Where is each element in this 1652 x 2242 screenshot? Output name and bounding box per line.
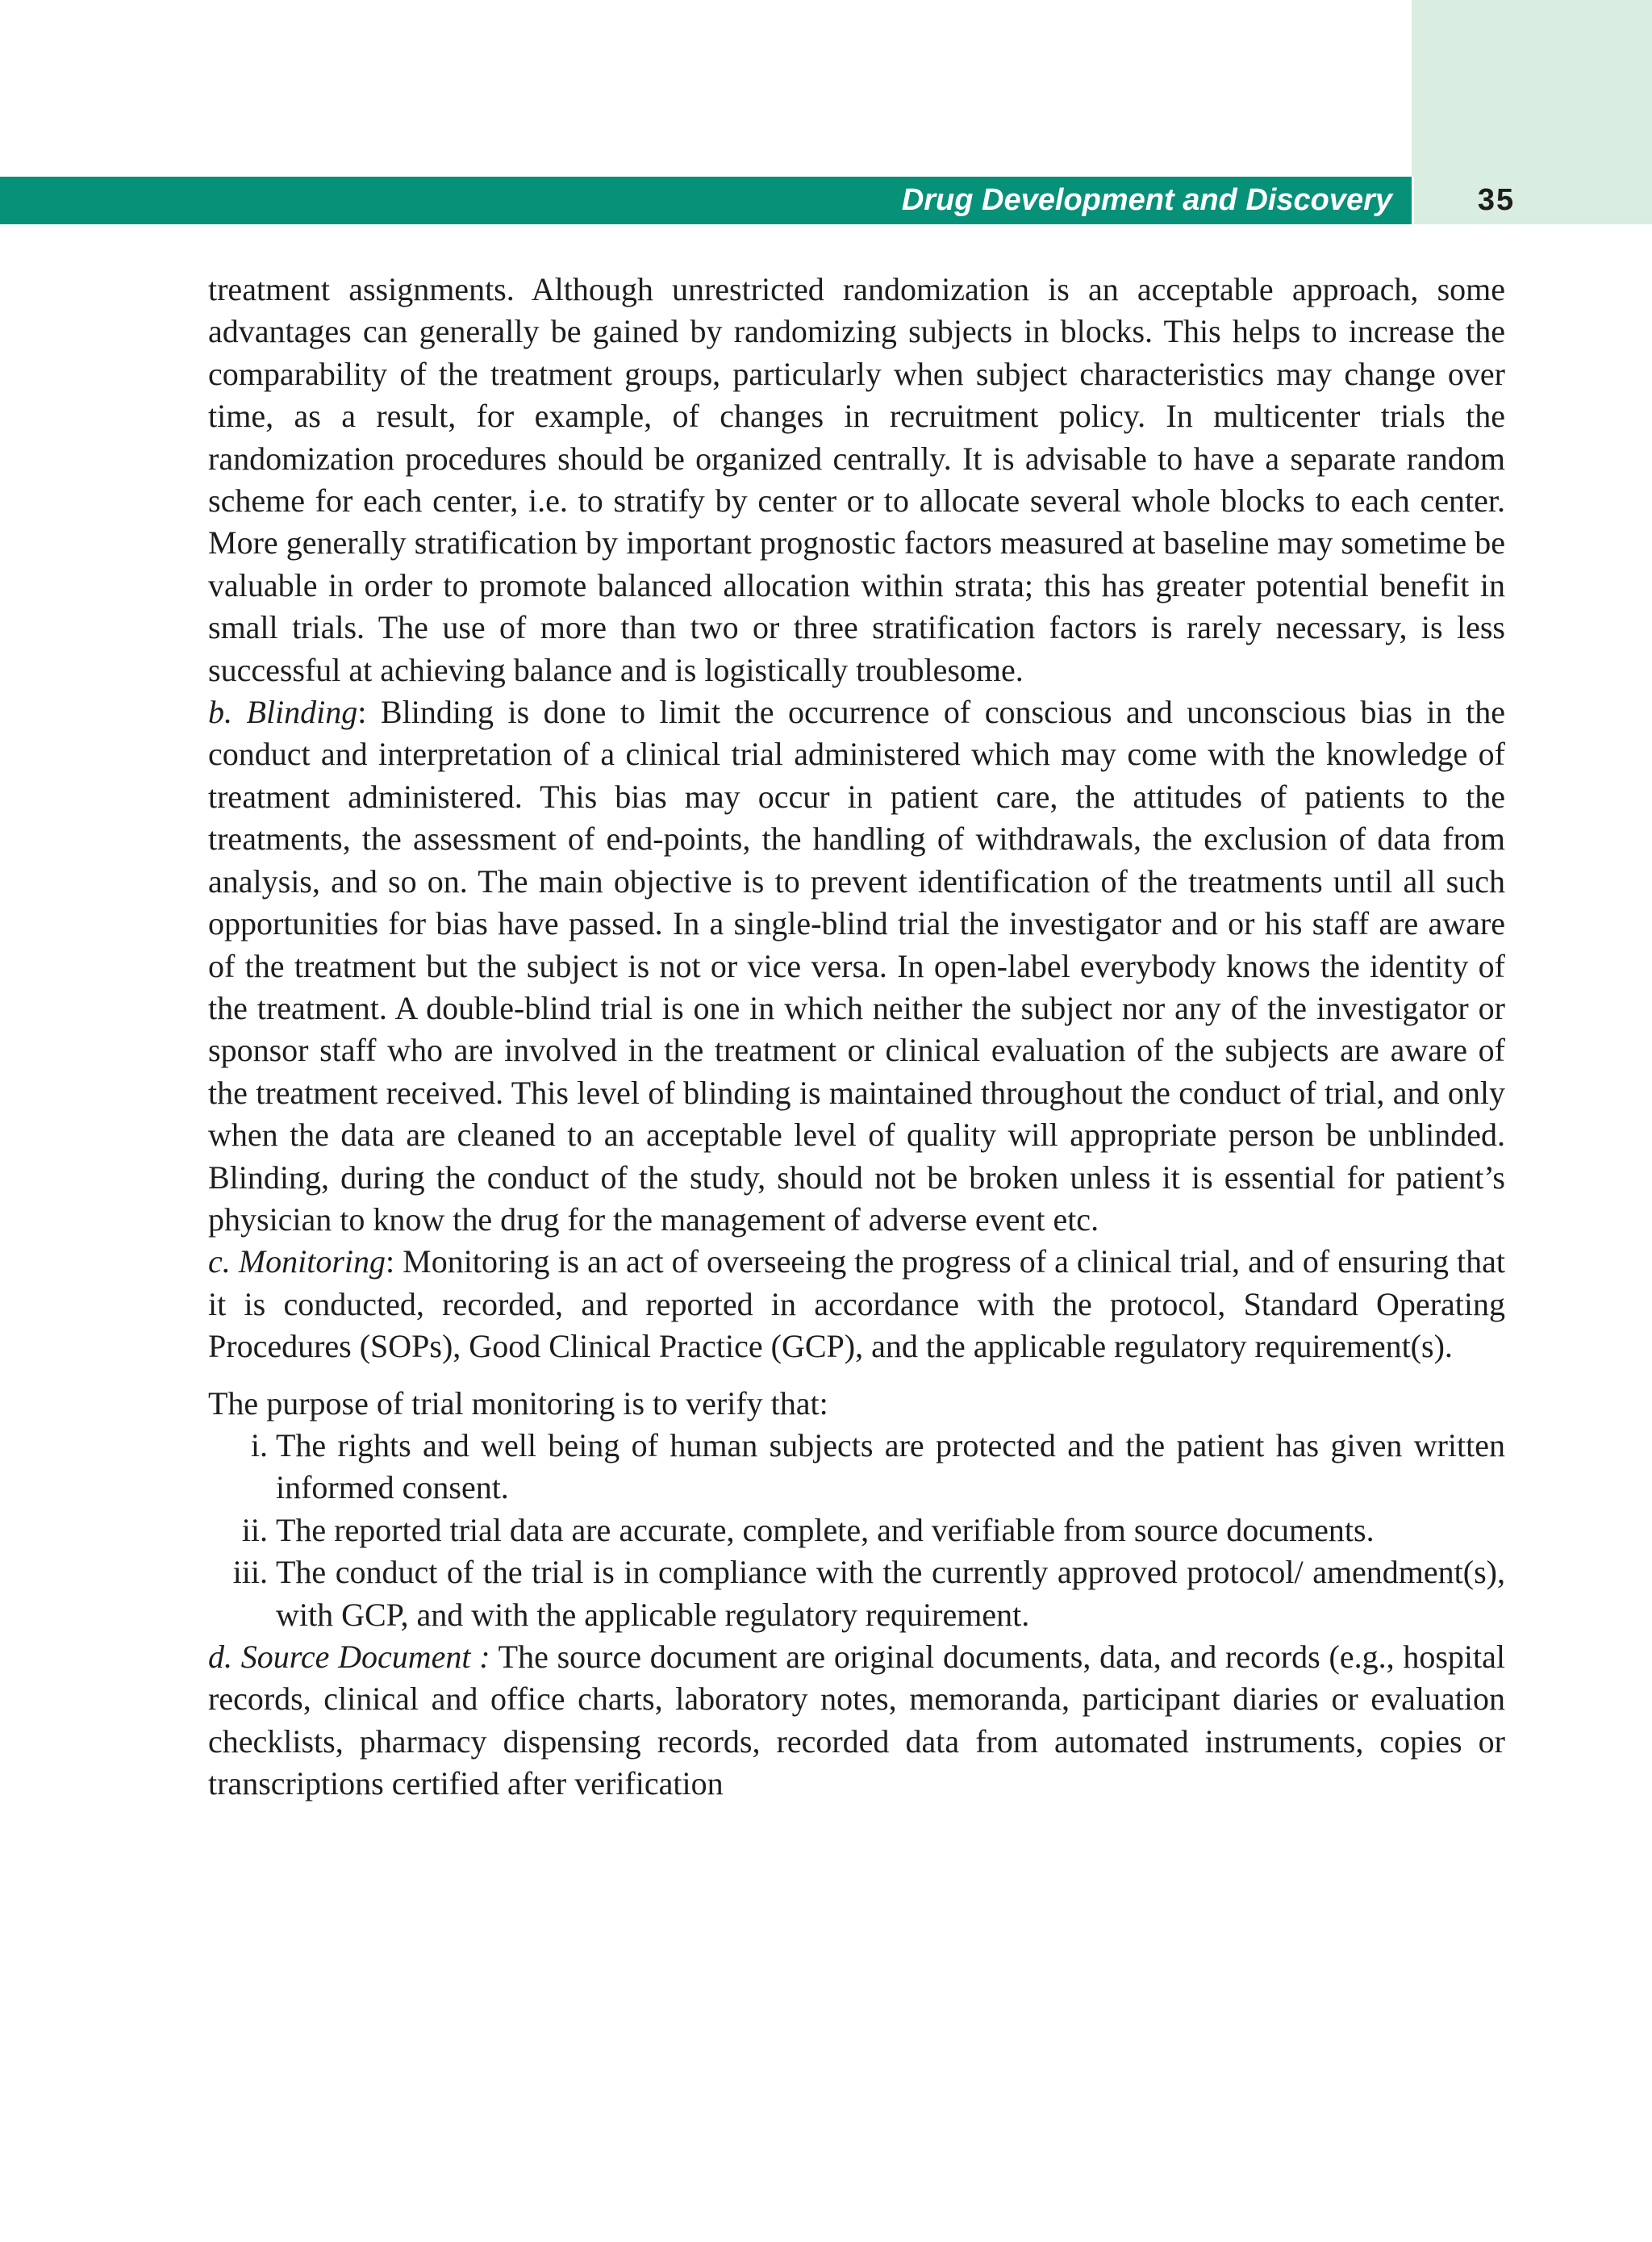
monitoring-text: : Monitoring is an act of overseeing the progress of a clinical trial, and of ensuring that it is conducted, recorded, and reported in accordance with the protocol, Standard Operating Procedures (SOPs), Good Clinical Practice (GCP), and the applicable regulatory requirement(s). <box>208 1243 1506 1365</box>
paragraph-source-document <box>208 1636 1505 1806</box>
list-item-number: iii. <box>232 1554 268 1591</box>
source-document-text: The source document are original documents, data, and records (e.g., hospital records, clinical and office charts, laboratory notes, memoranda, participant diaries or evaluation checklists, pharmacy dispensing records, recorded data from automated instruments, copies or transcriptions certified after verification <box>208 1639 1505 1802</box>
running-header-bar <box>0 177 1412 224</box>
list-item-number: ii. <box>241 1511 268 1548</box>
blinding-text: : Blinding is done to limit the occurrence of conscious and unconscious bias in the conduct and interpretation of a clinical trial administered which may come with the knowledge of treatment administered. This bias may occur in patient care, the attitudes of patients to the treatments, the assessment of end-points, the handling of withdrawals, the exclusion of data from analysis, and so on. The main objective is to prevent identification of the treatments until all such opportunities for bias have passed. In a single-blind trial the investigator and or his staff are aware of the treatment but the subject is not or vice versa. In open-label everybody knows the identity of the treatment. A double-blind trial is one in which neither the subject nor any of the investigator or sponsor staff who are involved in the treatment or clinical evaluation of the subjects are aware of the treatment received. This level of blinding is maintained throughout the conduct of trial, and only when the data are cleaned to an acceptable level of quality will appropriate person be unblinded. Blinding, during the conduct of the study, should not be broken unless it is essential for patient’s physician to know the drug for the management of adverse event etc. <box>208 694 1505 1238</box>
list-item <box>208 1551 1505 1636</box>
paragraph-monitoring <box>208 1241 1505 1367</box>
running-header-title: Drug Development and Discovery <box>901 183 1392 217</box>
page-body <box>208 269 1505 1806</box>
list-item-text: The rights and well being of human subjects are protected and the patient has given written informed consent. <box>276 1426 1505 1506</box>
page-number: 35 <box>1477 183 1516 217</box>
monitoring-label: c. Monitoring <box>208 1243 386 1280</box>
purpose-intro: The purpose of trial monitoring is to verify that: <box>208 1384 828 1422</box>
paragraph-blinding <box>208 691 1505 1241</box>
source-document-label: d. Source Document : <box>208 1639 490 1675</box>
blinding-label: b. Blinding <box>208 694 358 731</box>
list-item-number: i. <box>250 1426 268 1463</box>
list-item <box>208 1509 1505 1551</box>
list-item-text: The reported trial data are accurate, complete, and verifiable from source documents. <box>276 1511 1375 1548</box>
list-item-text: The conduct of the trial is in compliance with the currently approved protocol/ amendment(s), with GCP, and with the applicable regulatory requirement. <box>276 1554 1505 1633</box>
list-item <box>208 1425 1505 1509</box>
paragraph-randomization: treatment assignments. Although unrestricted randomization is an acceptable approach, some advantages can generally be gained by randomizing subjects in blocks. This helps to increase the comparability of the treatment groups, particularly when subject characteristics may change over time, as a result, for example, of changes in recruitment policy. In multicenter trials the randomization procedures should be organized centrally. It is advisable to have a separate random scheme for each center, i.e. to stratify by center or to allocate several whole blocks to each center. More generally stratification by important prognostic factors measured at baseline may sometime be valuable in order to promote balanced allocation within strata; this has greater potential benefit in small trials. The use of more than two or three stratification factors is rarely necessary, is less successful at achieving balance and is logistically troublesome. <box>208 271 1505 688</box>
